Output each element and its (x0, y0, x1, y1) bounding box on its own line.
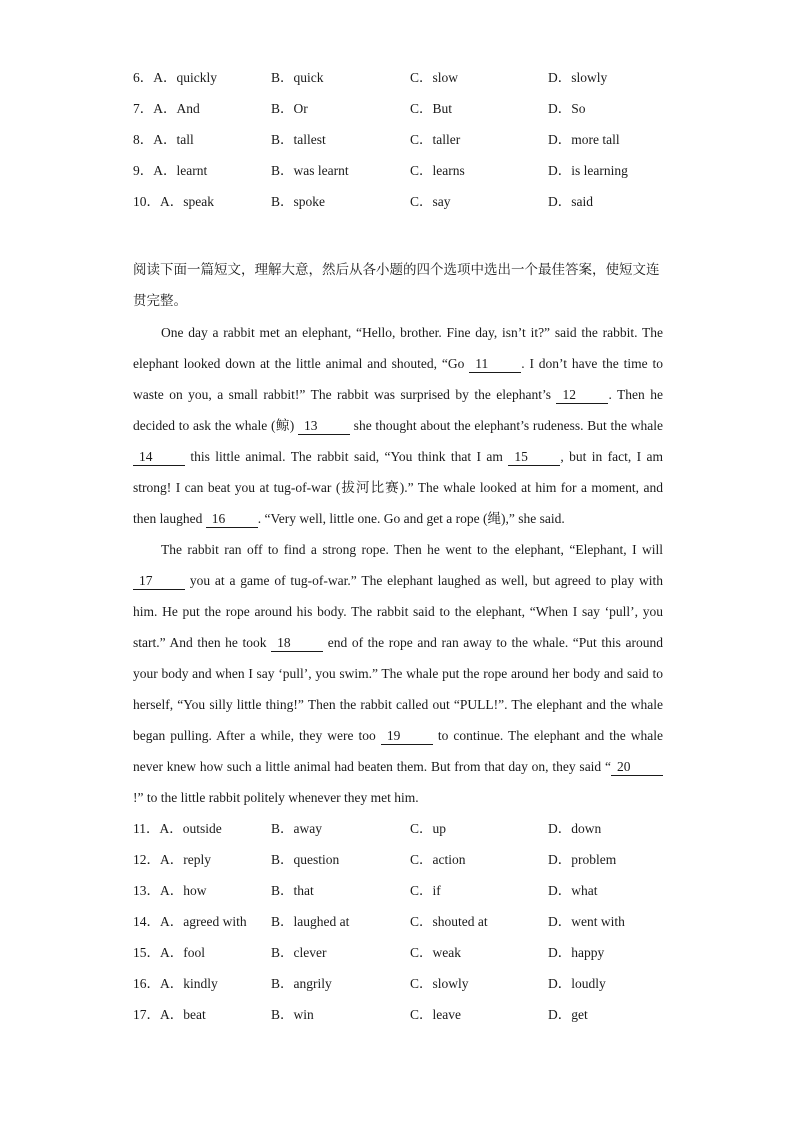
option-b: B．clever (271, 945, 327, 960)
option-d: D．down (548, 821, 602, 836)
passage-text: One day a rabbit met an elephant, “Hello, brother. Fine day, isn’t it?” said the rabbit. The elephant looked down at the little animal and shouted, “Go (133, 325, 663, 371)
option-c: C．if (410, 883, 441, 898)
passage-text: she thought about the elephant’s rudeness. But the whale (349, 418, 663, 433)
passage-text: you at a game of tug-of-war.” The elephant laughed as well, but agreed to play with him. He put the rope around his body. The rabbit said to the elephant, “When I say ‘pull’, you start.” And then he took (133, 573, 663, 650)
option-text: A．quickly (153, 70, 217, 85)
question-options-row (133, 186, 663, 217)
option-a (133, 155, 207, 186)
answer-blank: 17 (133, 573, 185, 590)
question-options-row (133, 937, 663, 968)
question-number: 12． (133, 852, 160, 867)
option-a (133, 968, 218, 999)
option-d: D．slowly (548, 70, 608, 85)
option-c: C．shouted at (410, 914, 488, 929)
passage-text: The rabbit ran off to find a strong rope. Then he went to the elephant, “Elephant, I will (161, 542, 663, 557)
option-a (133, 844, 211, 875)
option-text: A．how (160, 883, 207, 898)
option-b: B．spoke (271, 194, 325, 209)
options-bottom (133, 813, 663, 1030)
answer-blank: 20 (611, 759, 663, 776)
option-text: A．agreed with (160, 914, 247, 929)
passage-text: to continue. The elephant and the whale never knew how such a little animal had beaten them. But from that day on, they said “ (133, 728, 663, 774)
option-c: C．say (410, 194, 451, 209)
option-c: C．action (410, 852, 466, 867)
answer-blank: 18 (271, 635, 323, 652)
question-number: 14． (133, 914, 160, 929)
option-d: D．what (548, 883, 598, 898)
option-b: B．that (271, 883, 314, 898)
question-number: 7． (133, 101, 154, 116)
instruction: 阅读下面一篇短文，理解大意，然后从各小题的四个选项中选出一个最佳答案，使短文连贯完整。 (133, 262, 660, 309)
option-c: C．learns (410, 163, 465, 178)
option-b: B．laughed at (271, 914, 350, 929)
option-text: A．kindly (160, 976, 218, 991)
question-number: 8． (133, 132, 154, 147)
passage-paragraph-2 (133, 534, 663, 813)
question-number: 13． (133, 883, 160, 898)
answer-blank: 14 (133, 449, 185, 466)
option-d: D．loudly (548, 976, 606, 991)
option-d: D．So (548, 101, 586, 116)
option-c: C．leave (410, 1007, 461, 1022)
passage-text: , but in fact, I am strong! I can beat you at tug-of-war (拔河比赛).” The whale looked at him for a moment, and then laughed (133, 449, 663, 526)
option-b: B．quick (271, 70, 324, 85)
answer-blank: 12 (556, 387, 608, 404)
question-number: 17． (133, 1007, 160, 1022)
option-text: A．learnt (153, 163, 208, 178)
question-number: 15． (133, 945, 160, 960)
option-text: A．tall (153, 132, 194, 147)
option-c: C．But (410, 101, 453, 116)
option-d: D．happy (548, 945, 605, 960)
option-text: A．outside (159, 821, 222, 836)
option-a (133, 124, 194, 155)
question-number: 11． (133, 821, 160, 836)
question-number: 6． (133, 70, 154, 85)
question-options-row (133, 62, 663, 93)
option-c: C．slow (410, 70, 459, 85)
question-options-row (133, 875, 663, 906)
option-a (133, 62, 217, 93)
question-options-row (133, 155, 663, 186)
answer-blank: 13 (298, 418, 350, 435)
option-text: A．And (153, 101, 200, 116)
option-a (133, 186, 214, 217)
option-b: B．question (271, 852, 340, 867)
option-text: A．reply (160, 852, 211, 867)
answer-blank: 16 (206, 511, 258, 528)
option-c: C．taller (410, 132, 461, 147)
option-a (133, 937, 205, 968)
question-number: 9． (133, 163, 154, 178)
question-options-row (133, 93, 663, 124)
option-b: B．was learnt (271, 163, 349, 178)
option-a (133, 906, 247, 937)
passage-text: this little animal. The rabbit said, “You think that I am (185, 449, 509, 464)
option-a (133, 93, 200, 124)
answer-blank: 19 (381, 728, 433, 745)
option-text: A．fool (160, 945, 205, 960)
passage-text: end of the rope and ran away to the whale. “Put this around your body and when I say ‘pull’, you swim.” The whale put the rope around her body and said to herself, “You silly little thing!” Then the rabbit called out “PULL!”. The elephant and the whale began pulling. After a while, they were too (133, 635, 663, 743)
question-number: 10． (133, 194, 160, 209)
option-a (133, 999, 206, 1030)
option-text: A．speak (160, 194, 214, 209)
option-a (133, 875, 207, 906)
option-text: A．beat (160, 1007, 206, 1022)
options-top (133, 62, 663, 217)
option-d: D．problem (548, 852, 617, 867)
option-b: B．angrily (271, 976, 332, 991)
option-c: C．weak (410, 945, 461, 960)
option-d: D．went with (548, 914, 625, 929)
passage-text: !” to the little rabbit politely whenever they met him. (133, 790, 419, 805)
option-d: D．more tall (548, 132, 620, 147)
option-d: D．said (548, 194, 593, 209)
answer-blank: 15 (508, 449, 560, 466)
exam-page (133, 62, 663, 1030)
question-options-row (133, 906, 663, 937)
passage-paragraph-1 (133, 317, 663, 534)
option-c: C．slowly (410, 976, 469, 991)
question-options-row (133, 124, 663, 155)
question-options-row (133, 968, 663, 999)
passage-text: . Then he decided to ask the whale (鲸) (133, 387, 663, 433)
option-d: D．is learning (548, 163, 628, 178)
option-b: B．tallest (271, 132, 326, 147)
answer-blank: 11 (469, 356, 521, 373)
option-d: D．get (548, 1007, 588, 1022)
option-b: B．away (271, 821, 322, 836)
option-c: C．up (410, 821, 447, 836)
question-options-row (133, 844, 663, 875)
passage-text: . “Very well, little one. Go and get a rope (绳),” she said. (257, 511, 565, 526)
question-options-row (133, 813, 663, 844)
option-b: B．Or (271, 101, 308, 116)
question-number: 16． (133, 976, 160, 991)
option-a (133, 813, 222, 844)
question-options-row (133, 999, 663, 1030)
passage-text: . I don’t have the time to waste on you, a small rabbit!” The rabbit was surprised by the elephant’s (133, 356, 663, 402)
option-b: B．win (271, 1007, 314, 1022)
